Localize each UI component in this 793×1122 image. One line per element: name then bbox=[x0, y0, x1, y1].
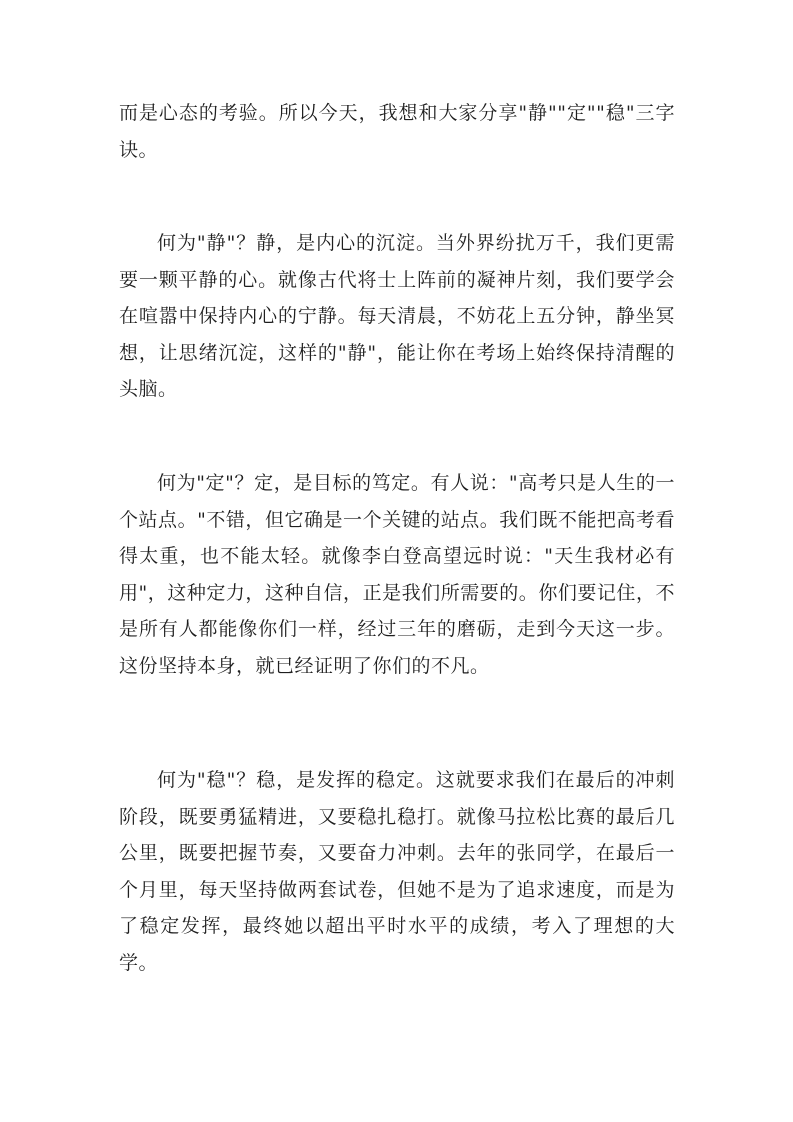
paragraph-intro: 而是心态的考验。所以今天，我想和大家分享"静""定""稳"三字诀。 bbox=[119, 102, 675, 161]
paragraph-ding: 何为"定"？定，是目标的笃定。有人说："高考只是人生的一个站点。"不错，但它确是一个关键的站点。我们既不能把高考看得太重，也不能太轻。就像李白登高望远时说："天生我材必有用"，这种定力，这种自信，正是我们所需要的。你们要记住，不是所有人都能像你们一样，经过三年的磨砺，走到今天这一步。这份坚持本身，就已经证明了你们的不凡。 bbox=[119, 472, 675, 677]
paragraph-jing: 何为"静"？静，是内心的沉淀。当外界纷扰万千，我们更需要一颗平静的心。就像古代将士上阵前的凝神片刻，我们要学会在喧嚣中保持内心的宁静。每天清晨，不妨花上五分钟，静坐冥想，让思绪沉淀，这样的"静"，能让你在考场上始终保持清醒的头脑。 bbox=[119, 232, 675, 400]
paragraph-wen: 何为"稳"？稳，是发挥的稳定。这就要求我们在最后的冲刺阶段，既要勇猛精进，又要稳扎稳打。就像马拉松比赛的最后几公里，既要把握节奏，又要奋力冲刺。去年的张同学，在最后一个月里，每天坚持做两套试卷，但她不是为了追求速度，而是为了稳定发挥，最终她以超出平时水平的成绩，考入了理想的大学。 bbox=[119, 769, 675, 974]
